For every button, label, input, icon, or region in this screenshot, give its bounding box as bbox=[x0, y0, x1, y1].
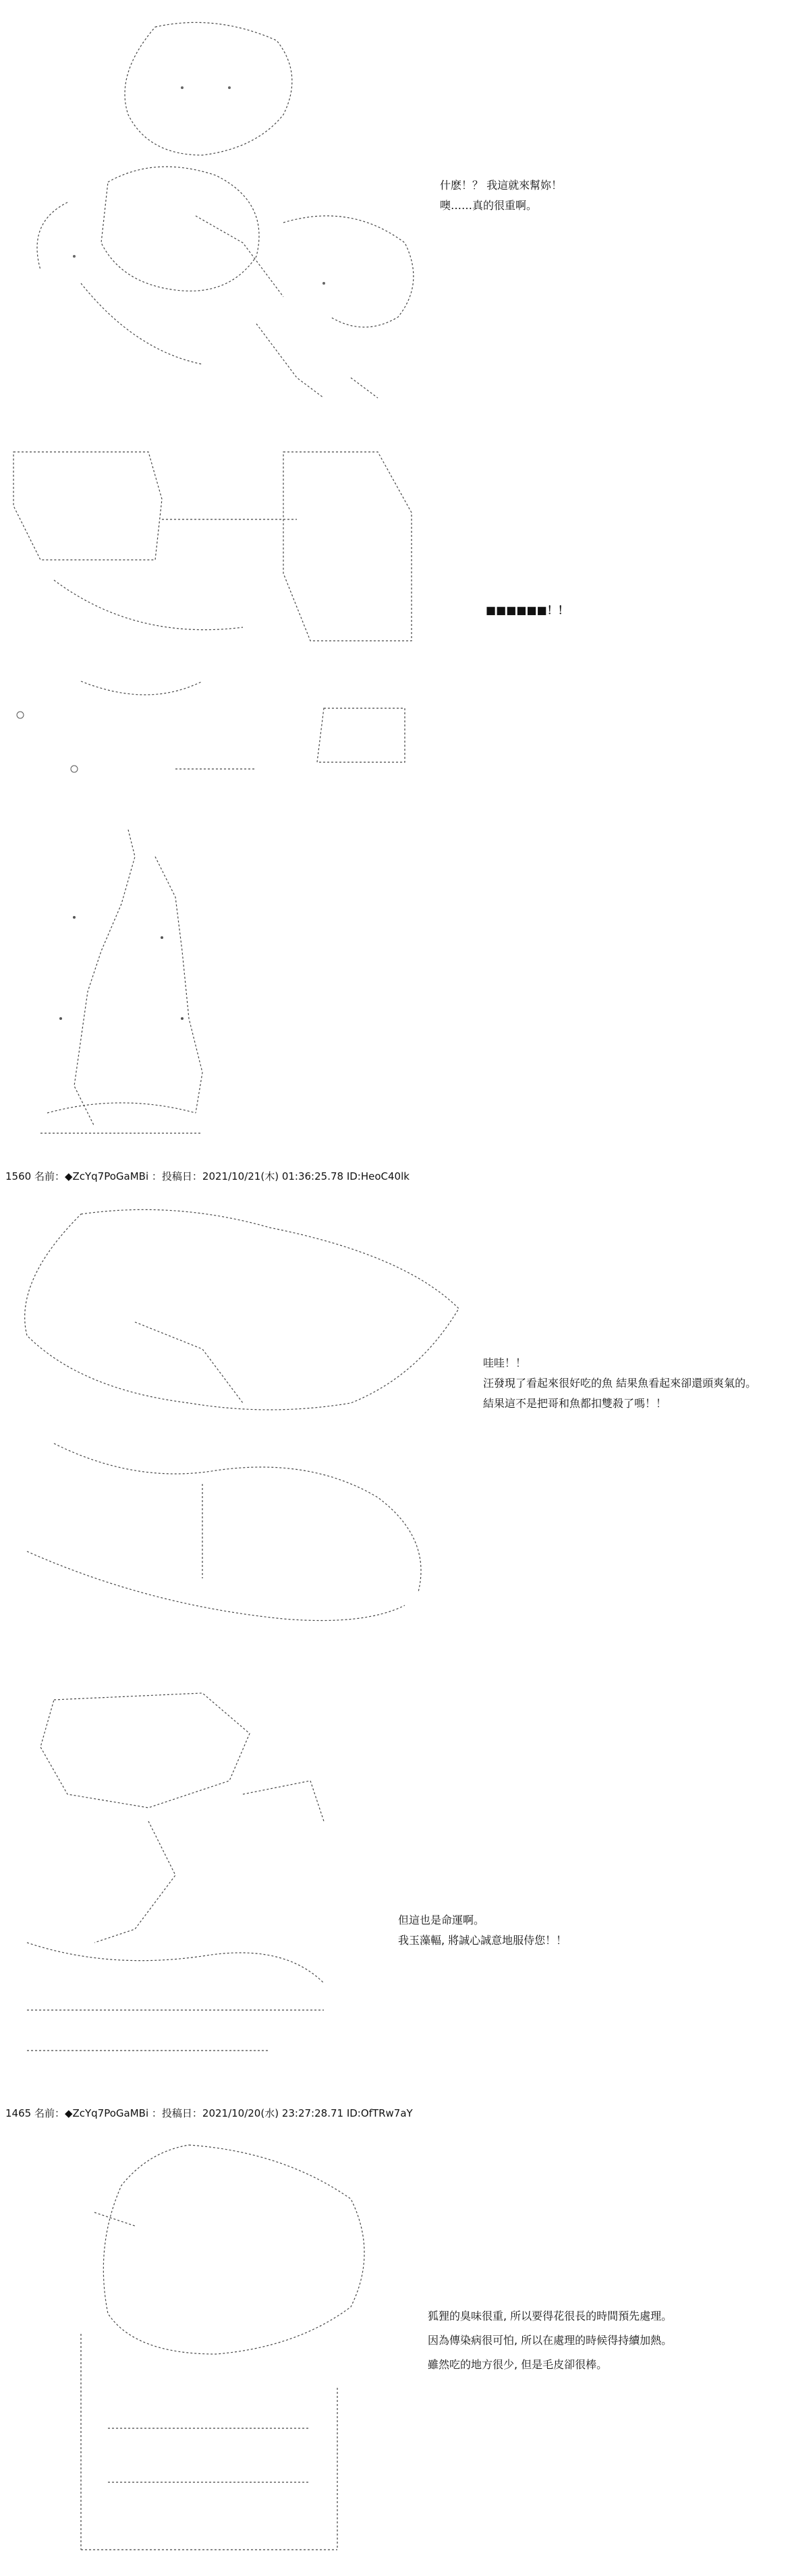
dialog-line: 狐狸的臭味很重, 所以要得花很長的時間預先處理。 bbox=[428, 2310, 673, 2322]
dialog-line: 但這也是命運啊。 bbox=[398, 1914, 485, 1926]
character-art-panel-2 bbox=[0, 425, 432, 803]
character-art-panel-1 bbox=[0, 0, 432, 418]
character-art-panel-3 bbox=[0, 816, 270, 1153]
post-header: 1465 名前：◆ZcYq7PoGaMBi ：投稿日：2021/10/20(水) 23:27:28.71 ID:OfTRw7aY bbox=[5, 2107, 413, 2119]
panel-2 bbox=[0, 425, 788, 803]
dialog-block bbox=[440, 175, 562, 216]
dialog-block bbox=[483, 1353, 756, 1414]
panel-5 bbox=[0, 1673, 788, 2105]
panel-6 bbox=[0, 2131, 788, 2570]
panel-1 bbox=[0, 0, 788, 418]
dialog-line: 哇哇！！ bbox=[483, 1356, 527, 1369]
dialog-block bbox=[486, 600, 569, 621]
dialog-line: 結果這不是把哥和魚都扣雙殺了嗎！！ bbox=[483, 1397, 667, 1410]
character-art-panel-6 bbox=[0, 2131, 405, 2570]
panel-3 bbox=[0, 816, 788, 1153]
dialog-block bbox=[398, 1910, 567, 1951]
dialog-line: 什麽！？ 我這就來幫妳！ bbox=[440, 179, 563, 192]
dialog-line: 因為傳染病很可怕, 所以在處理的時候得持續加熱。 bbox=[428, 2334, 673, 2347]
dialog-line: 汪發現了看起來很好吃的魚 結果魚看起來卻還頭爽氣的。 bbox=[483, 1377, 757, 1390]
dialog-line: 噢……真的很重啊。 bbox=[440, 199, 538, 212]
dialog-line: 雖然吃的地方很少, 但是毛皮卻很棒。 bbox=[428, 2358, 608, 2371]
dialog-line: ■■■■■■！！ bbox=[486, 604, 569, 617]
character-art-panel-4 bbox=[0, 1201, 472, 1646]
panel-4 bbox=[0, 1201, 788, 1646]
dialog-block bbox=[428, 2304, 672, 2377]
dialog-line: 我玉藻輻, 將誠心誠意地服侍您！！ bbox=[398, 1934, 567, 1947]
post-header: 1560 名前：◆ZcYq7PoGaMBi ：投稿日：2021/10/21(木) 01:36:25.78 ID:HeoC40lk bbox=[5, 1170, 410, 1182]
character-art-panel-5 bbox=[0, 1673, 351, 2105]
